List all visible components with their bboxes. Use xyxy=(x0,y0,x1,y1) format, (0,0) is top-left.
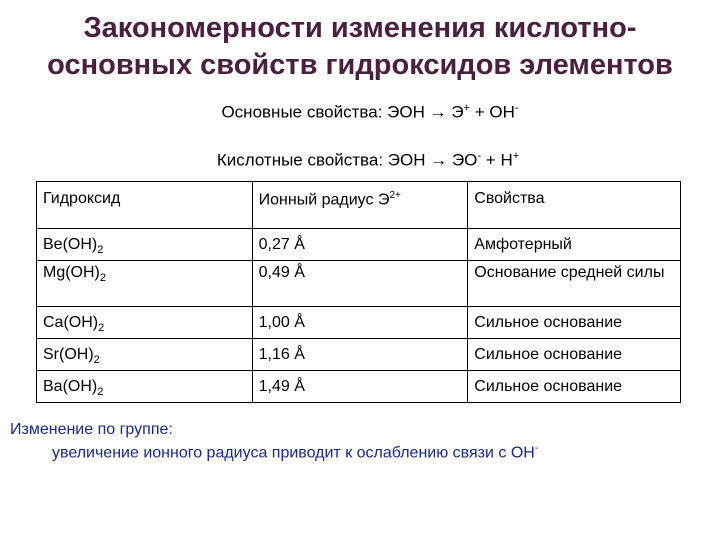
cell-formula xyxy=(37,371,253,403)
header-hydroxide: Гидроксид xyxy=(37,182,253,229)
cell-property: Сильное основание xyxy=(468,371,681,403)
header-ionic-radius-label: Ионный радиус Э xyxy=(258,191,390,209)
table-header-row xyxy=(37,182,681,229)
cell-property: Сильное основание xyxy=(468,339,681,371)
basic-properties-equation xyxy=(10,102,720,123)
title-line-1: Закономерности изменения кислотно- xyxy=(83,12,637,44)
cell-formula xyxy=(37,229,253,261)
cell-property: Сильное основание xyxy=(468,307,681,339)
formula-subscript: 2 xyxy=(99,272,107,285)
cell-radius: 1,49 Å xyxy=(252,371,468,403)
formula-text: Ba(OH) xyxy=(43,378,98,395)
formula-subscript: 2 xyxy=(97,386,104,399)
cell-formula xyxy=(37,261,253,307)
group-change-text-sup: - xyxy=(534,443,539,454)
acidic-properties-equation xyxy=(8,150,720,171)
formula-text: Sr(OH) xyxy=(43,346,94,363)
cell-radius: 0,49 Å xyxy=(252,261,468,307)
table-row xyxy=(37,261,681,307)
group-change-heading: Изменение по группе: xyxy=(10,421,173,438)
table-row xyxy=(37,229,681,261)
basic-equation-label: Основные свойства: ЭОН → Э xyxy=(221,102,464,122)
group-change-text-body: увеличение ионного радиуса приводит к ослаблению связи с ОН xyxy=(52,444,535,462)
cell-formula xyxy=(37,339,253,371)
cell-radius: 1,16 Å xyxy=(252,339,468,371)
page-title xyxy=(0,10,720,84)
header-ionic-radius-sup: 2+ xyxy=(389,190,401,201)
table-row xyxy=(37,339,681,371)
acidic-equation-sup-2: + xyxy=(512,150,520,162)
table-row xyxy=(37,371,681,403)
hydroxides-table xyxy=(36,181,681,403)
cell-property: Амфотерный xyxy=(468,229,681,261)
cell-radius: 0,27 Å xyxy=(252,229,468,261)
basic-equation-mid: + ОН xyxy=(469,102,515,122)
table-row xyxy=(37,307,681,339)
acidic-equation-sup-1: - xyxy=(477,150,482,162)
header-properties: Свойства xyxy=(468,182,681,229)
basic-equation-sup-1: + xyxy=(463,102,470,114)
title-line-2: основных свойств гидроксидов элементов xyxy=(47,49,673,81)
acidic-equation-label: Кислотные свойства: ЭОН → ЭО xyxy=(216,150,478,170)
formula-text: Be(OH) xyxy=(43,236,98,253)
formula-subscript: 2 xyxy=(97,244,104,257)
basic-equation-sup-2: - xyxy=(514,102,519,114)
cell-formula xyxy=(37,307,253,339)
formula-text: Ca(OH) xyxy=(43,314,99,331)
acidic-equation-mid: + Н xyxy=(481,150,513,170)
cell-property: Основание средней силы xyxy=(468,261,681,307)
header-ionic-radius xyxy=(252,182,468,229)
formula-subscript: 2 xyxy=(98,322,105,335)
cell-radius: 1,00 Å xyxy=(252,307,468,339)
group-change-text xyxy=(52,443,538,462)
formula-text: Mg(OH) xyxy=(43,264,100,281)
formula-subscript: 2 xyxy=(93,354,100,367)
